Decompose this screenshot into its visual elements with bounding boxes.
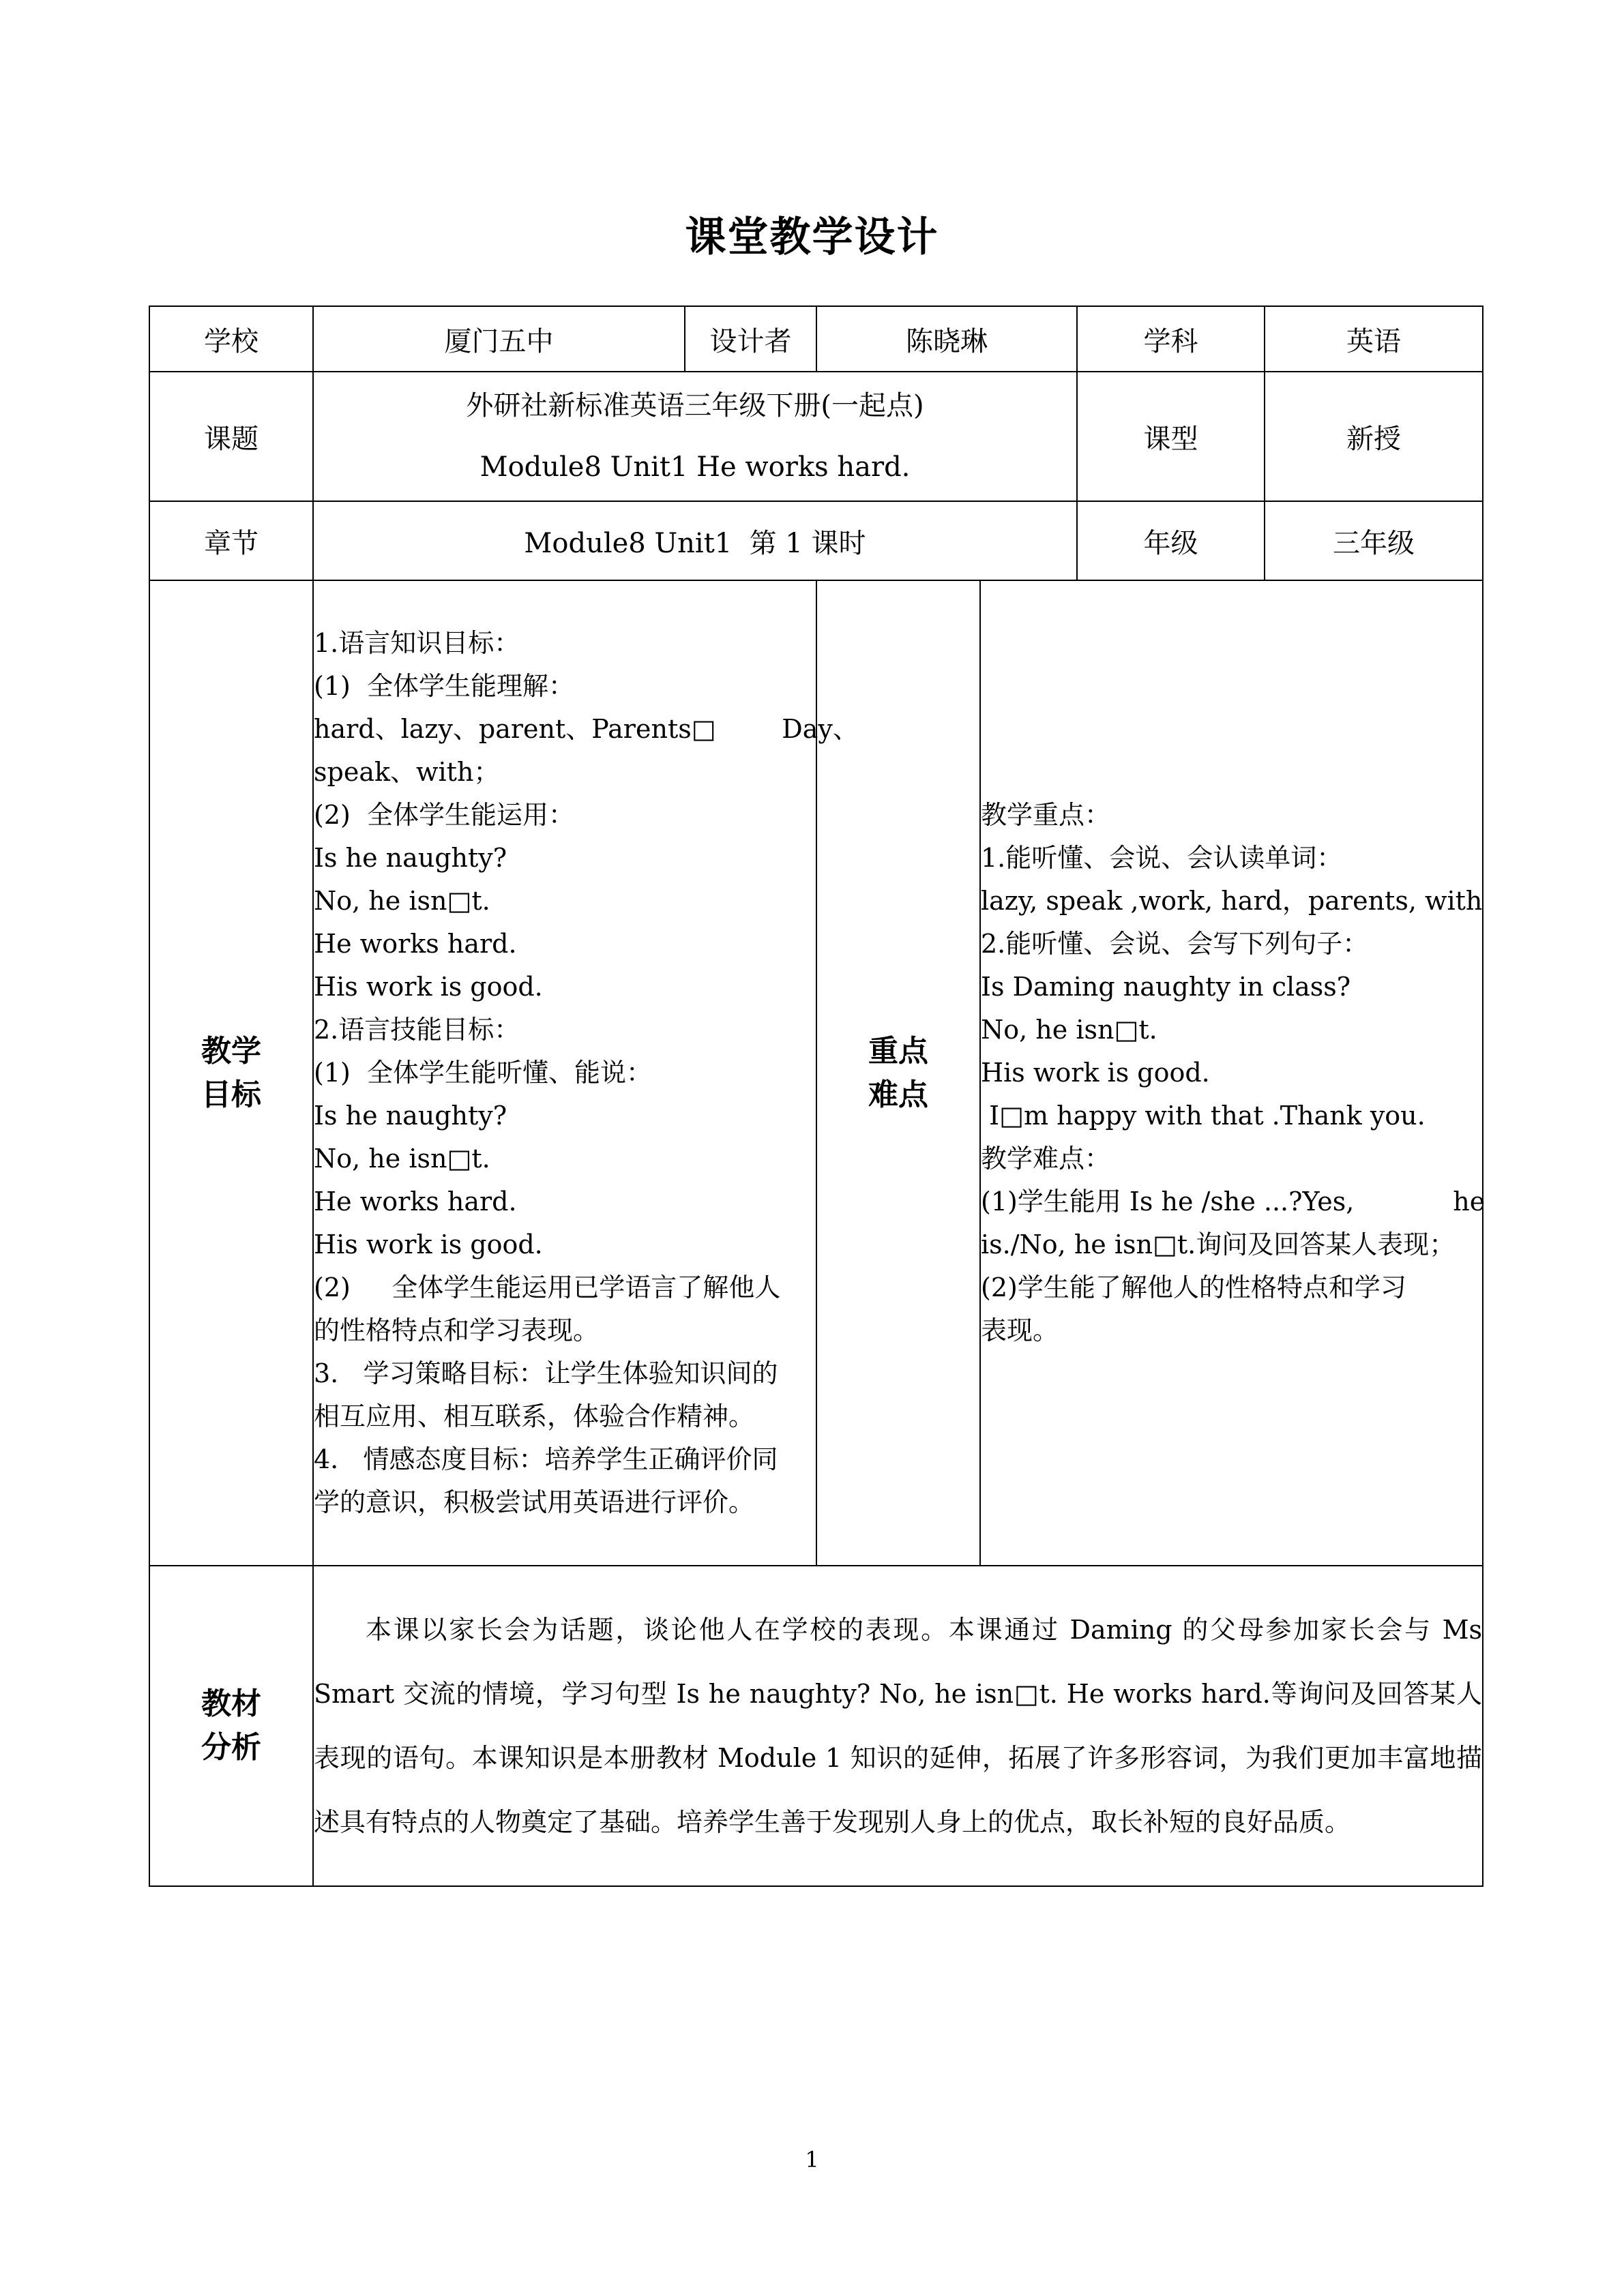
analysis-content (313, 1566, 1483, 1886)
goals-content (313, 580, 859, 1566)
table-row-topic (149, 372, 1483, 501)
goals-label (149, 580, 313, 1566)
goals-line: 4. 情感态度目标：培养学生正确评价同 (314, 1444, 778, 1474)
goals-line: He works hard. (314, 1187, 517, 1217)
keypoints-line: 教学难点： (981, 1144, 1111, 1174)
topic-value (313, 372, 1077, 501)
type-label: 课型 (1077, 372, 1265, 501)
designer-value: 陈晓琳 (816, 306, 1077, 372)
keypoints-line: is./No, he isn□t.询问及回答某人表现； (981, 1229, 1456, 1259)
goals-line: No, he isn□t. (314, 886, 490, 916)
topic-label: 课题 (149, 372, 313, 501)
keypoints-line: 2.能听懂、会说、会写下列句子： (981, 929, 1369, 959)
keypoints-line: His work is good. (981, 1058, 1210, 1088)
page-title: 课堂教学设计 (685, 213, 939, 261)
analysis-text: 本课以家长会为话题，谈论他人在学校的表现。本课通过 Daming 的父母参加家长会与 Ms Smart 交流的情境，学习句型 Is he naughty? No, he isn□t. He works hard.等询问及回答某人表现的语句。本课知识是本册教材 Module 1 知识的延伸，拓展了许多形容词，为我们更加丰富地描述具有特点的人物奠定了基础。培养学生善于发现别人身上的优点，取长补短的良好品质。 (314, 1615, 1482, 1837)
lesson-design-table (149, 305, 1486, 1887)
analysis-label-line-2: 分析 (201, 1730, 261, 1765)
keypoints-line: (1)学生能用 Is he /she ...?Yes, he (981, 1187, 1486, 1217)
analysis-label-line-1: 教材 (201, 1686, 261, 1722)
goals-line: 2.语言技能目标： (314, 1015, 520, 1045)
keypoints-content (980, 580, 1486, 1566)
goals-line: 的性格特点和学习表现。 (314, 1315, 600, 1345)
table-row-analysis (149, 1566, 1483, 1886)
keypoints-line: 表现。 (981, 1315, 1059, 1345)
chapter-label: 章节 (149, 501, 313, 580)
grade-label: 年级 (1077, 501, 1265, 580)
subject-label: 学科 (1077, 306, 1265, 372)
topic-line-2: Module8 Unit1 He works hard. (479, 451, 911, 483)
table-row-school (149, 306, 1483, 372)
goals-line: Is he naughty? (314, 843, 507, 873)
goals-line: 学的意识，积极尝试用英语进行评价。 (314, 1487, 755, 1517)
grade-value: 三年级 (1265, 501, 1483, 580)
chapter-value: Module8 Unit1 第 1 课时 (313, 501, 1077, 580)
table-row-goals (149, 580, 1483, 1566)
goals-label-line-2: 目标 (201, 1077, 261, 1112)
keypoints-line: lazy, speak ,work, hard，parents, with (981, 886, 1483, 916)
goals-line: 相互应用、相互联系，体验合作精神。 (314, 1401, 755, 1431)
goals-line: He works hard. (314, 929, 517, 959)
topic-line-1: 外研社新标准英语三年级下册(一起点) (466, 390, 924, 421)
page-number: 1 (805, 2147, 819, 2173)
table-row-chapter (149, 501, 1483, 580)
keypoints-line: Is Daming naughty in class? (981, 972, 1351, 1002)
keypoints-line: I□m happy with that .Thank you. (981, 1101, 1426, 1131)
keypoints-label-line-2: 难点 (868, 1077, 928, 1112)
goals-label-line-1: 教学 (201, 1033, 261, 1069)
analysis-label (149, 1566, 313, 1886)
keypoints-line: 教学重点： (981, 800, 1111, 830)
keypoints-line: (2)学生能了解他人的性格特点和学习 (981, 1272, 1406, 1302)
goals-line: No, he isn□t. (314, 1144, 490, 1174)
keypoints-line: 1.能听懂、会说、会认读单词： (981, 843, 1343, 873)
goals-line: 3. 学习策略目标：让学生体验知识间的 (314, 1358, 778, 1388)
goals-line: (1) 全体学生能听懂、能说： (314, 1058, 652, 1088)
subject-value: 英语 (1265, 306, 1483, 372)
goals-line: (2) 全体学生能运用已学语言了解他人 (314, 1272, 781, 1302)
goals-line: His work is good. (314, 1229, 543, 1259)
keypoints-label-line-1: 重点 (868, 1033, 928, 1069)
keypoints-line: No, he isn□t. (981, 1015, 1157, 1045)
goals-line: 1.语言知识目标： (314, 628, 520, 658)
school-label: 学校 (149, 306, 313, 372)
type-value: 新授 (1265, 372, 1483, 501)
goals-line: (2) 全体学生能运用： (314, 800, 574, 830)
goals-line: hard、lazy、parent、Parents□ Day、 (314, 714, 859, 744)
goals-line: (1) 全体学生能理解： (314, 671, 574, 701)
goals-line: Is he naughty? (314, 1101, 507, 1131)
goals-line: His work is good. (314, 972, 543, 1002)
designer-label: 设计者 (685, 306, 816, 372)
school-value: 厦门五中 (313, 306, 685, 372)
goals-line: speak、with； (314, 757, 500, 787)
